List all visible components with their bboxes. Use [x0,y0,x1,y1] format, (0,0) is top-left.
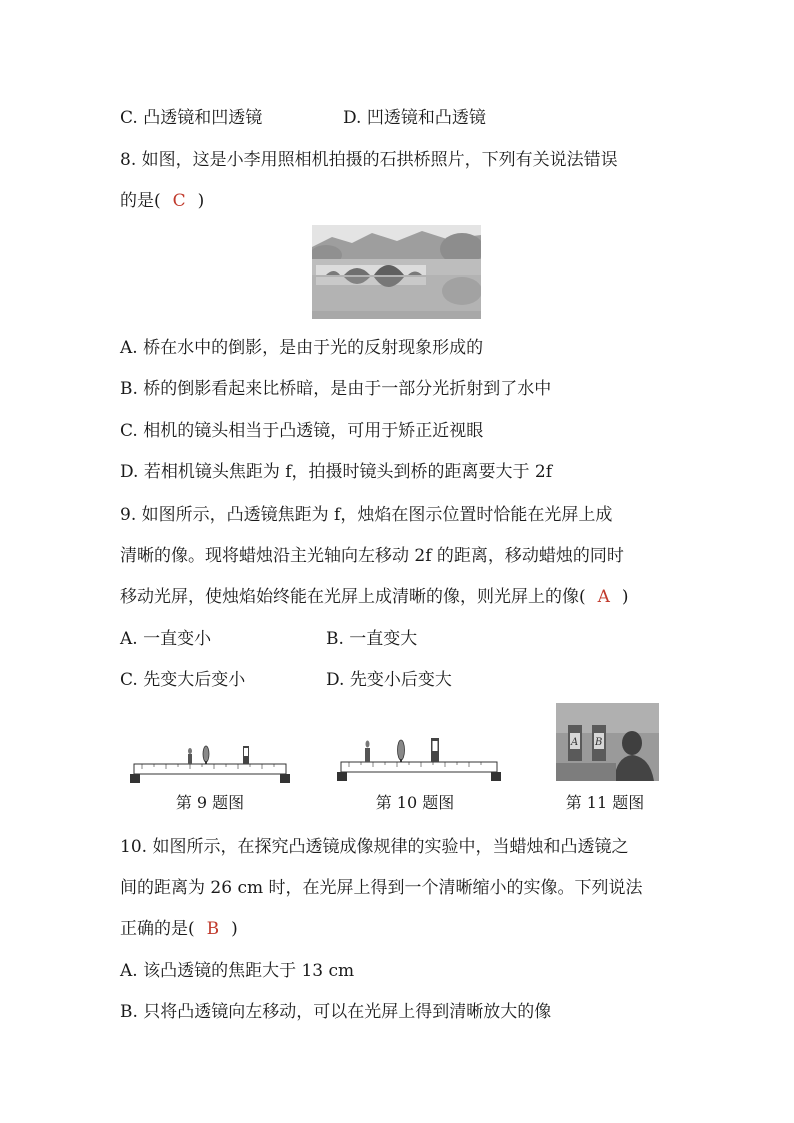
q8-answer: C [172,191,186,211]
q10-option-a: A. 该凸透镜的焦距大于 13 cm [120,961,355,981]
q9-stem-line1: 9. 如图所示，凸透镜焦距为 f，烛焰在图示位置时恰能在光屏上成 [120,505,613,525]
q9-option-a: A. 一直变小 [120,629,212,649]
optical-bench-figure-10 [337,734,501,784]
figure-9-caption: 第 9 题图 [175,793,245,812]
q10-answer: B [206,919,220,939]
figure-11-caption: 第 11 题图 [565,793,645,812]
q10-option-b: B. 只将凸透镜向左移动，可以在光屏上得到清晰放大的像 [120,1002,552,1022]
q9-stem-prefix: 移动光屏，使烛焰始终能在光屏上成清晰的像，则光屏上的像( [120,587,586,607]
q9-stem-suffix: ) [621,587,629,607]
q10-stem-suffix: ) [231,919,238,939]
q10-stem-line3 [120,917,238,941]
q9-option-c: C. 先变大后变小 [120,670,246,690]
q8-stem-line1: 8. 如图，这是小李用照相机拍摄的石拱桥照片，下列有关说法错误 [120,150,618,170]
q9-stem-line3 [120,585,629,609]
q7-option-c: C. 凸透镜和凹透镜 [120,108,263,128]
figure-11-label-b: B [595,737,603,748]
q9-answer: A [597,587,610,607]
q9-option-d: D. 先变小后变大 [326,670,452,690]
figure-10-caption: 第 10 题图 [375,793,455,812]
q7-option-d: D. 凹透镜和凸透镜 [343,108,486,128]
figure-11-photo [556,703,659,781]
q10-stem-prefix: 正确的是( [120,919,195,939]
q10-stem-line1: 10. 如图所示，在探究凸透镜成像规律的实验中，当蜡烛和凸透镜之 [120,837,629,857]
stone-bridge-photo [312,225,481,319]
figure-11-label-a: A [571,737,579,748]
q8-option-a: A. 桥在水中的倒影，是由于光的反射现象形成的 [120,338,484,358]
q8-option-c: C. 相机的镜头相当于凸透镜，可用于矫正近视眼 [120,421,484,441]
q10-stem-line2: 间的距离为 26 cm 时，在光屏上得到一个清晰缩小的实像。下列说法 [120,878,643,898]
q8-stem-suffix: ) [197,191,205,211]
q8-option-b: B. 桥的倒影看起来比桥暗，是由于一部分光折射到了水中 [120,379,552,399]
q8-option-d: D. 若相机镜头焦距为 f，拍摄时镜头到桥的距离要大于 2f [120,462,553,482]
optical-bench-figure-9 [130,740,290,786]
q8-stem-line2 [120,189,204,213]
q9-option-b: B. 一直变大 [326,629,418,649]
q9-stem-line2: 清晰的像。现将蜡烛沿主光轴向左移动 2f 的距离，移动蜡烛的同时 [120,546,624,566]
q8-stem-prefix: 的是( [120,191,161,211]
